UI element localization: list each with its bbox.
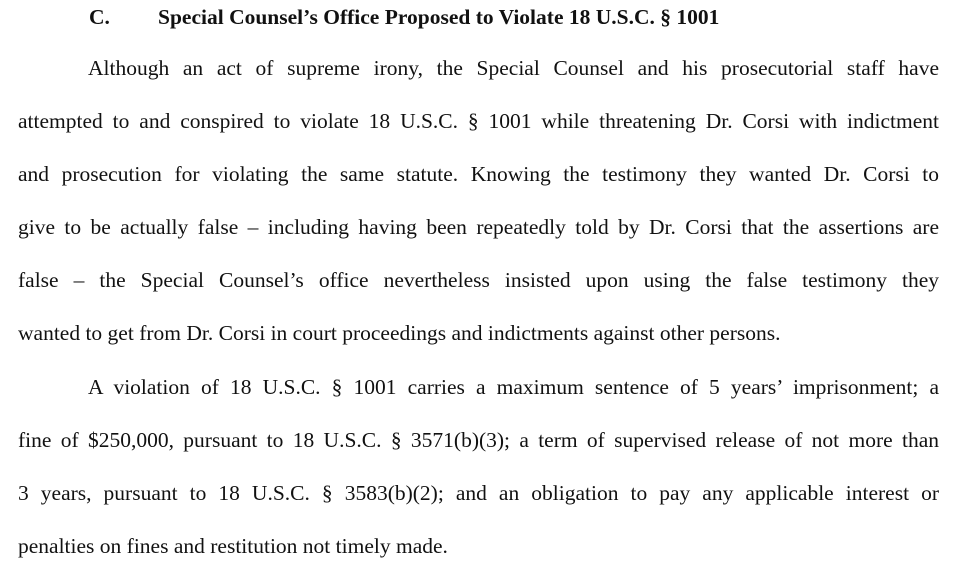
section-title: Special Counsel’s Office Proposed to Violate 18 U.S.C. § 1001 <box>158 5 720 29</box>
section-letter: C. <box>89 5 110 29</box>
section-heading <box>0 2 980 32</box>
paragraph-line: and prosecution for violating the same statute. Knowing the testimony they wanted Dr. Corsi to <box>18 162 939 186</box>
paragraph-line: penalties on fines and restitution not timely made. <box>18 534 448 558</box>
paragraph-line: attempted to and conspired to violate 18 U.S.C. § 1001 while threatening Dr. Corsi with indictment <box>18 109 939 133</box>
paragraph-line: fine of $250,000, pursuant to 18 U.S.C. § 3571(b)(3); a term of supervised release of not more than <box>18 428 939 452</box>
paragraph-line: Although an act of supreme irony, the Special Counsel and his prosecutorial staff have <box>88 56 939 80</box>
paragraph-line: 3 years, pursuant to 18 U.S.C. § 3583(b)(2); and an obligation to pay any applicable interest or <box>18 481 939 505</box>
paragraph-line: false – the Special Counsel’s office nevertheless insisted upon using the false testimony they <box>18 268 939 292</box>
paragraph-line: give to be actually false – including having been repeatedly told by Dr. Corsi that the assertions are <box>18 215 939 239</box>
paragraph-line: wanted to get from Dr. Corsi in court proceedings and indictments against other persons. <box>18 321 781 345</box>
paragraph-line: A violation of 18 U.S.C. § 1001 carries a maximum sentence of 5 years’ imprisonment; a <box>88 375 939 399</box>
